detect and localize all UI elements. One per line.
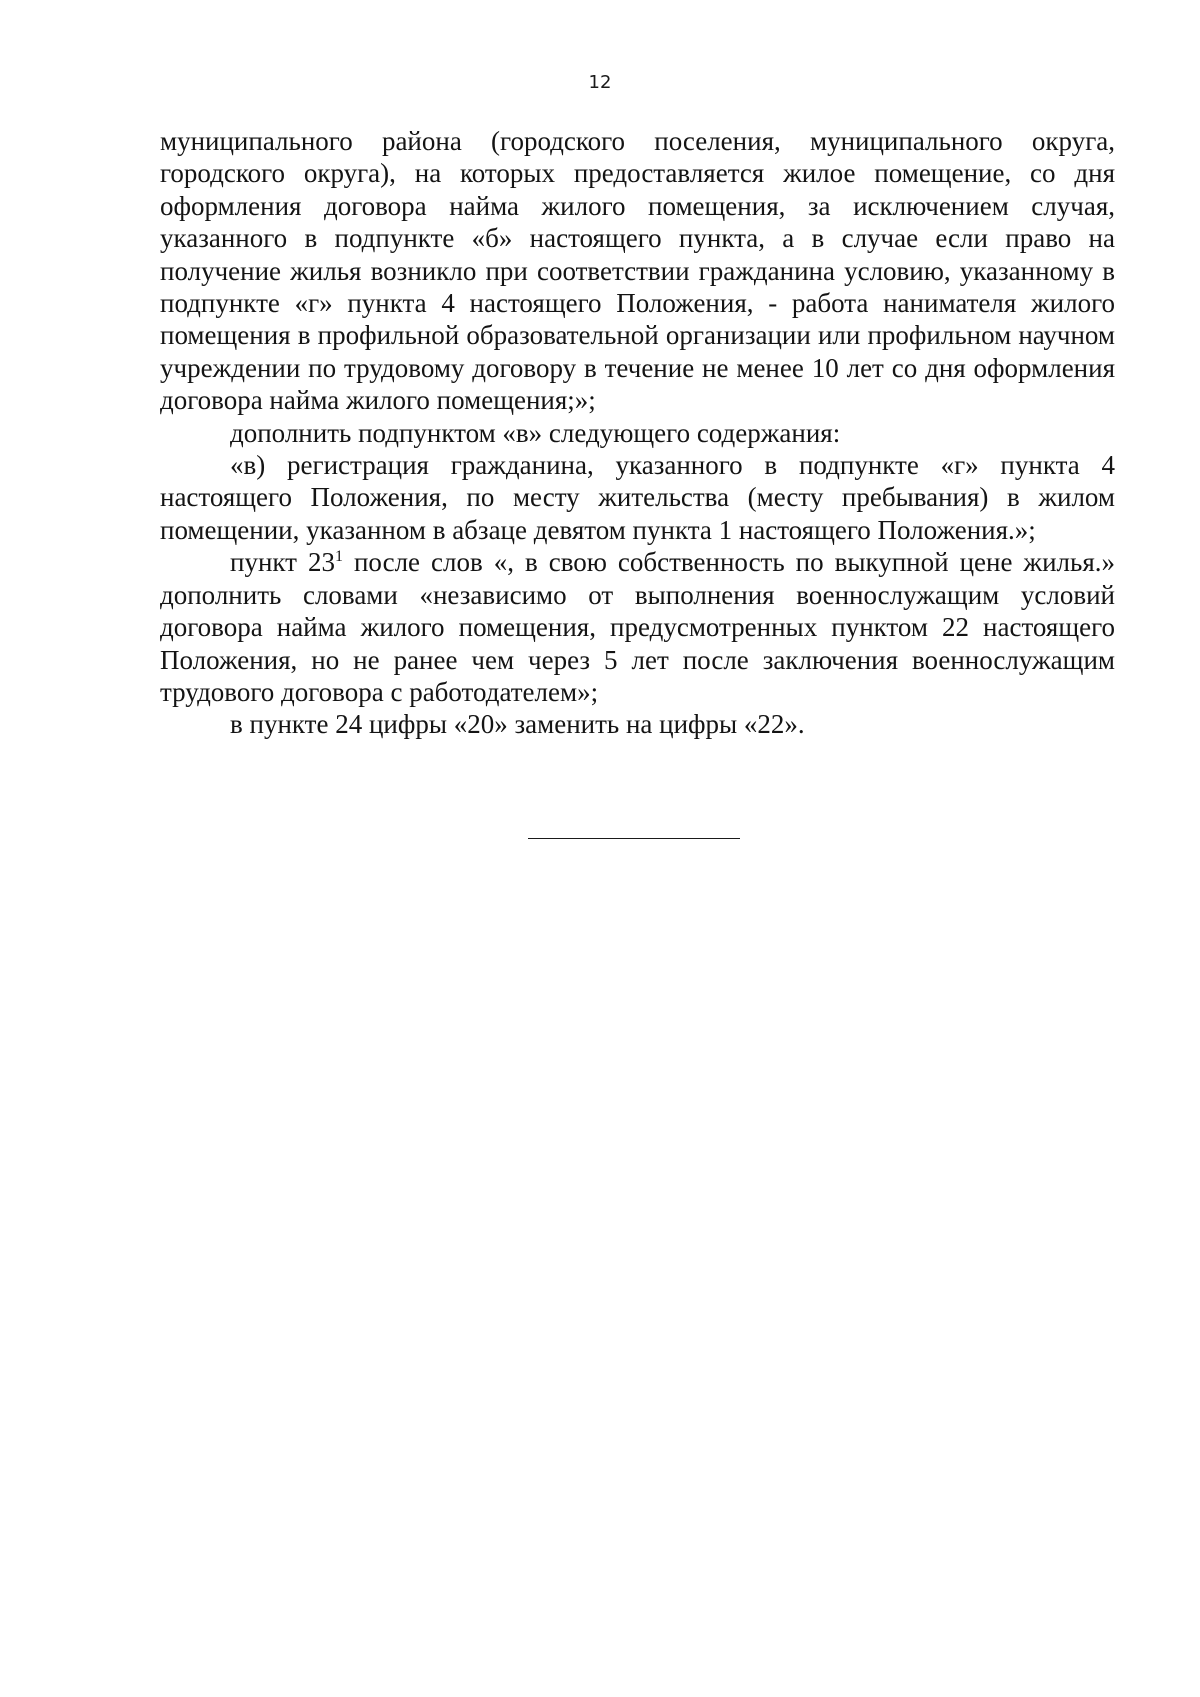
- page-number: 12: [588, 72, 612, 93]
- item-23-rest: после слов «, в свою собственность по выкупной цене жилья.» дополнить словами «независимо от выполнения военнослужащим условий договора найма жилого помещения, предусмотренных пунктом 22 настоящего Положения, но не ранее чем через 5 лет после заключения военнослужащим трудового договора с работодателем»;: [160, 547, 1115, 707]
- paragraph-item-23-1: [160, 546, 1115, 708]
- paragraph-continuation: муниципального района (городского поселения, муниципального округа, городского округа), на которых предоставляется жилое помещение, со дня оформления договора найма жилого помещения, за исключением случая, указанного в подпункте «б» настоящего пункта, а в случае если право на получение жилья возникло при соответствии гражданина условию, указанному в подпункте «г» пункта 4 настоящего Положения, - работа нанимателя жилого помещения в профильной образовательной организации или профильном научном учреждении по трудовому договору в течение не менее 10 лет со дня оформления договора найма жилого помещения;»;: [160, 126, 1115, 416]
- paragraph-add-subitem: дополнить подпунктом «в» следующего содержания:: [230, 417, 841, 448]
- paragraph-subitem-v: «в) регистрация гражданина, указанного в подпункте «г» пункта 4 настоящего Положения, по месту жительства (месту пребывания) в жилом помещении, указанном в абзаце девятом пункта 1 настоящего Положения.»;: [160, 450, 1115, 545]
- end-divider: [528, 838, 740, 839]
- item-23-prefix: пункт 23: [230, 547, 335, 578]
- document-body: [160, 125, 1115, 741]
- item-23-superscript: 1: [334, 548, 343, 566]
- paragraph-item-24: в пункте 24 цифры «20» заменить на цифры «22».: [230, 709, 805, 740]
